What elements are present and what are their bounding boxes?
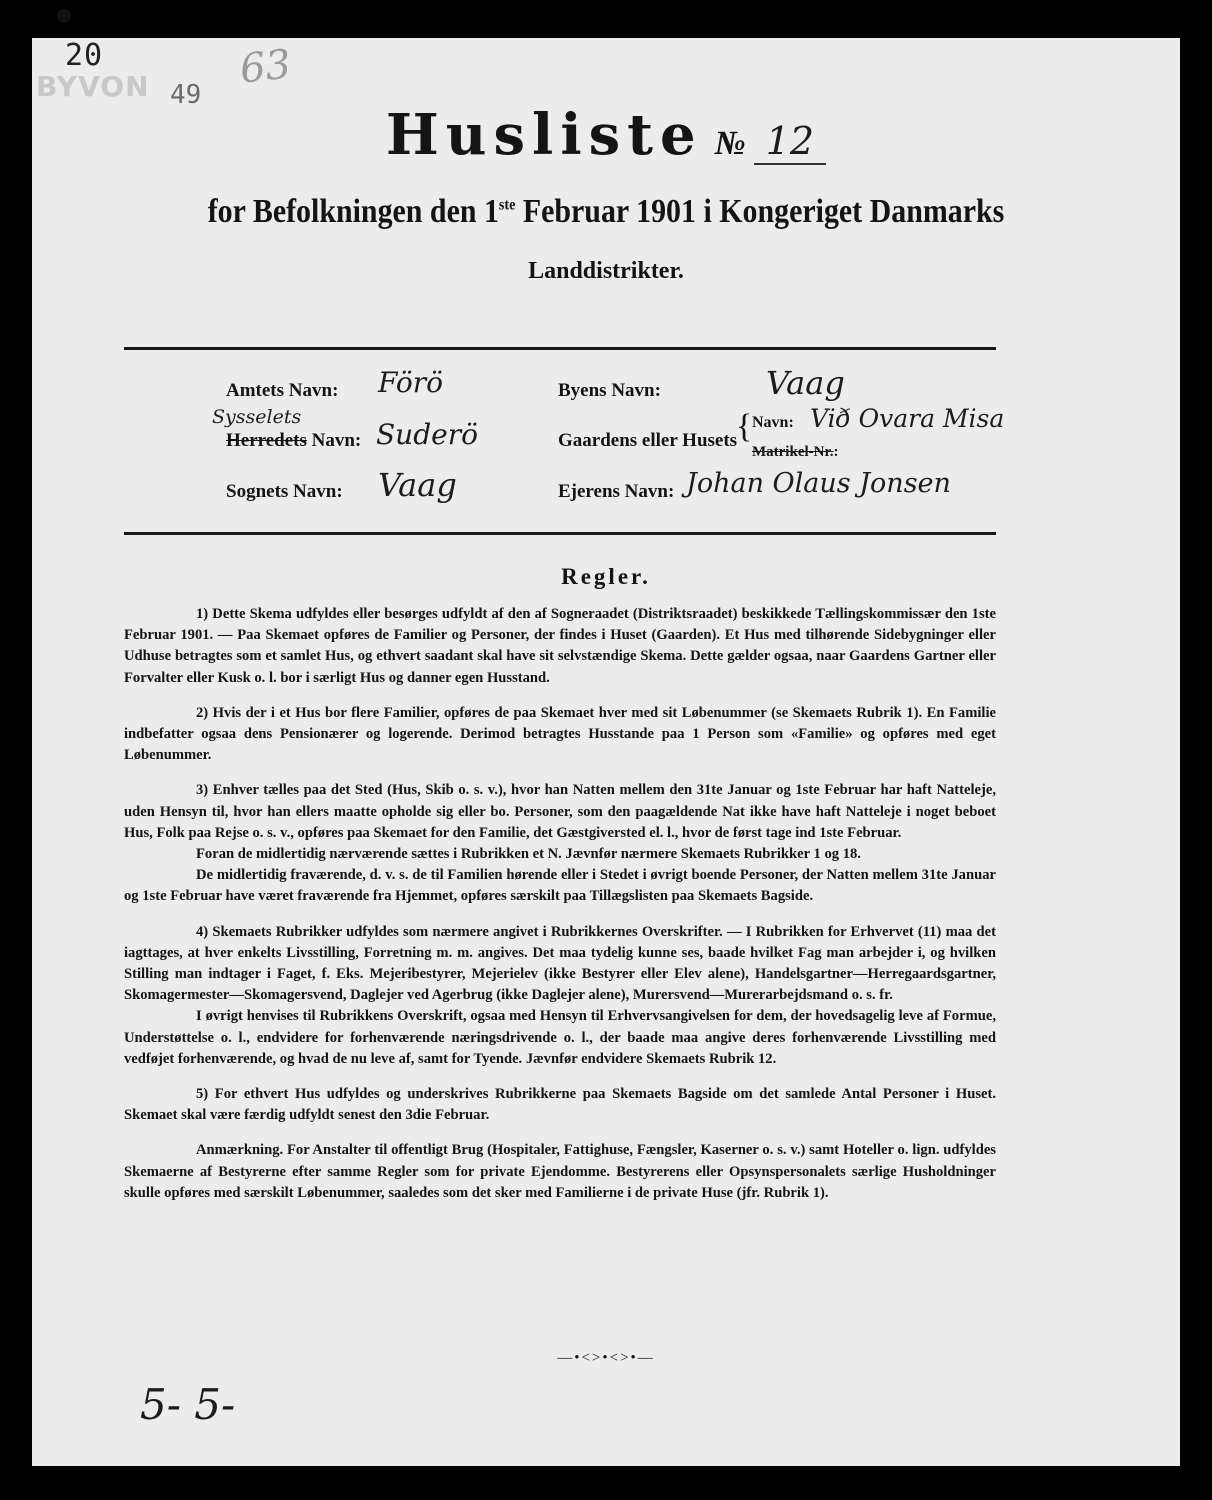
- faded-stamp: BYVON: [36, 70, 150, 103]
- number-label: №: [714, 125, 746, 162]
- ornament: —•<>•<>•—: [557, 1350, 655, 1366]
- ejer-value: Johan Olaus Jonsen: [686, 468, 951, 499]
- title-text: Husliste: [385, 102, 703, 168]
- rules-body: [124, 604, 996, 1204]
- ejer-label: Ejerens Navn:: [558, 481, 675, 502]
- herred-label: [226, 430, 361, 452]
- rule-4b: I øvrigt henvises til Rubrikkens Overskrift, ogsaa med Hensyn til Erhvervsangivelsen for dem, der hovedsagelig leve af Formue, Understøttelse o. l., endvidere for forhenværende næringsdrivende o. l., der baade maa angive deres forhenværende Livsstilling med vedføjet forhenværende, og hvad de nu leve af, samt for Tyende. Jævnfør endvidere Skemaets Rubrik 12.: [124, 1008, 996, 1067]
- navn-label: Navn:: [752, 414, 794, 431]
- herred-value: Suderö: [376, 418, 478, 451]
- navn-value: Við Ovara Misa: [810, 404, 1005, 433]
- bottom-handwriting: 5- 5-: [140, 1380, 236, 1429]
- form-title: [0, 102, 1212, 168]
- list-number: 12: [754, 119, 826, 165]
- sogn-label: Sognets Navn:: [226, 481, 343, 502]
- herred-struck: Herredets: [226, 430, 307, 451]
- bottom-divider: [124, 532, 996, 535]
- rule-2: 2) Hvis der i et Hus bor flere Familier, opføres de paa Skemaet hver med sit Løbenummer (se Skemaets Rubrik 1). En Familie indbefatter ogsaa dens Pensionærer og logerende. Derimod betragtes Husstande paa 1 Person som «Familie» og opføres med eget Løbenummer.: [124, 704, 996, 764]
- form-subtitle: [73, 193, 1140, 231]
- top-divider: [124, 347, 996, 350]
- rule-3a: 3) Enhver tælles paa det Sted (Hus, Skib o. s. v.), hvor han Natten mellem den 31te Januar og 1ste Februar har haft Natteleje, uden Hensyn til, hvor han ellers maatte opholde sig eller bo. Personer, som den paagældende Nat ikke have haft Natteleje i noget beboet Hus, Folk paa Rejse o. s. v., opføres paa Skemaet for den Familie, det Gæstgiversted el. l., hvor de først tage ind 1ste Februar.: [124, 782, 996, 841]
- herred-suffix: Navn:: [306, 430, 362, 451]
- rule-3c: De midlertidig fraværende, d. v. s. de til Familien hørende eller i Stedet i øvrigt boende Personer, der Natten mellem 31te Januar og 1ste Februar have været fraværende fra Hjemmet, opføres særskilt paa Tillægslisten paa Skemaets Bagside.: [124, 867, 996, 905]
- subtitle-pre: for Befolkningen den 1: [207, 193, 499, 230]
- brace: {: [736, 408, 753, 445]
- archive-number-2: 49: [170, 80, 202, 110]
- punch-hole: [57, 9, 71, 23]
- matrikel-label: [752, 444, 839, 461]
- district-heading: Landdistrikter.: [528, 258, 684, 284]
- sogn-value: Vaag: [378, 466, 457, 504]
- syssel-label-handwritten: Sysselets: [212, 406, 302, 428]
- subtitle-sup: ste: [498, 196, 516, 214]
- rules-heading: Regler.: [561, 564, 651, 589]
- by-label: Byens Navn:: [558, 380, 661, 401]
- by-value: Vaag: [766, 364, 845, 402]
- subtitle-post: Februar 1901 i Kongeriget Danmarks: [515, 193, 1005, 230]
- handwritten-corner-number: 63: [237, 41, 294, 93]
- archive-number: 20: [65, 38, 104, 73]
- amt-value: Förö: [378, 366, 443, 399]
- note: Anmærkning. For Anstalter til offentligt Brug (Hospitaler, Fattighuse, Fængsler, Kaserner o. s. v.) samt Hoteller o. lign. udfyldes Skemaerne af Bestyrerne efter samme Regler som for private Ejendomme. Bestyrerens eller Opsynspersonalets særlige Husholdninger skulle opføres med særskilt Løbenummer, saaledes som det sker med Familierne i de private Huse (jfr. Rubrik 1).: [124, 1142, 996, 1201]
- rule-4a: 4) Skemaets Rubrikker udfyldes som nærmere angivet i Rubrikkernes Overskrifter. — I Rubrikken for Erhvervet (11) maa det iagttages, at hver enkelts Livsstilling, Forretning m. m. angives. Det maa tydelig kunne ses, baade hvilket Fag man arbejder i, og hvilken Stilling man indtager i Faget, f. Eks. Mejeribestyrer, Mejerielev (ikke Bestyrer eller Elev alene), Handelsgartner—Herregaardsgartner, Skomagermester—Skomagersvend, Daglejer ved Agerbrug (ikke Daglejer alene), Murersvend—Murerarbejdsmand o. s. fr.: [124, 923, 996, 1004]
- matrikel-suffix: :: [833, 444, 839, 460]
- rule-1: 1) Dette Skema udfyldes eller besørges udfyldt af den af Sogneraadet (Distriktsraadet) beskikkede Tællingskommissær den 1ste Februar 1901. — Paa Skemaet opføres de Familier og Personer, der findes i Huset (Gaarden). Et Hus med tilhørende Sidebygninger eller Udhuse betragtes som et samlet Hus, og ethvert saadant skal have sit selvstændige Skema. Dette gælder ogsaa, naar Gaardens Gartner eller Forvalter eller Kusk o. l. bor i særligt Hus og danner egen Husstand.: [124, 606, 996, 686]
- rule-3b: Foran de midlertidig nærværende sættes i Rubrikken et N. Jævnfør nærmere Skemaets Rubrikker 1 og 18.: [196, 846, 861, 863]
- gaard-label: Gaardens eller Husets: [558, 430, 738, 451]
- rule-5: 5) For ethvert Hus udfyldes og underskrives Rubrikkerne paa Skemaets Bagside om det samlede Antal Personer i Huset. Skemaet skal være færdig udfyldt senest den 3die Februar.: [124, 1086, 996, 1124]
- amt-label: Amtets Navn:: [226, 380, 339, 401]
- matrikel-struck: Matrikel-Nr.: [752, 444, 834, 460]
